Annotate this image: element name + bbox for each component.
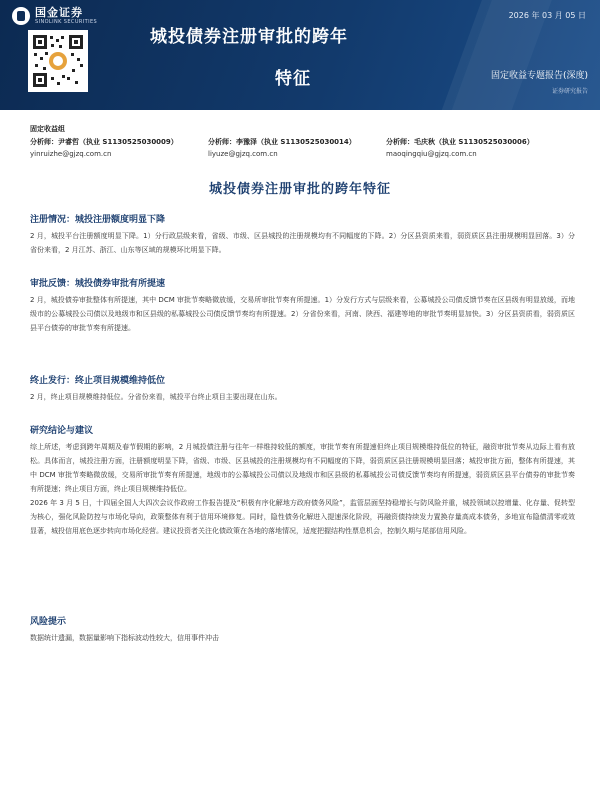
qr-code [28,30,88,92]
section-paragraph: 2 月，终止项目规模维持低位。分省份来看，城投平台终止项目主要出现在山东。 [30,393,282,401]
section-heading: 研究结论与建议 [30,426,94,436]
report-title-line2: 特征 [275,69,311,89]
team-name: 固定收益组 [30,125,65,133]
section-heading: 注册情况：城投注册额度明显下降 [30,215,166,225]
section-paragraph: 综上所述，考虑到跨年周期及春节假期的影响，2 月城投债注册与往年一样维持较低的额度，审批节奏有所提速但终止项目规模维持低位的特征，融资审批节奏从边际上看有放松。具体而言，城投注册方面，注册额度明显下降，省级、市级、区县城投的注册规模均有不同幅度的下降，弱资质区县注册规模明显回落；城投审批方面，整体有所提速，其中 DCM 审批节奏略微放缓，交易所审批节奏有所提速，地级市的公募城投公司债以及地级市和区县级的私募城投公司债反馈节奏均有所提速，弱资质区县平台债券的审批节奏有所提速；终止项目方面，终止项目规模维持低位。 [30,443,575,493]
section-paragraph: 数据统计遗漏，数据量影响下指标波动性较大，信用事件冲击 [30,634,219,642]
report-header [0,0,600,110]
brand-logo [12,6,132,26]
analyst-name: 分析师：李豫泽（执业 S1130525030014） [208,138,356,146]
section-approval [30,276,575,335]
report-type: 固定收益专题报告(深度) [490,71,588,81]
logo-icon [12,7,30,25]
report-title-line1: 城投债券注册审批的跨年 [150,27,348,47]
analyst-block [30,124,580,158]
report-date: 2026 年 03 月 05 日 [508,11,586,20]
analyst-email[interactable]: liyuze@gjzq.com.cn [208,150,278,158]
section-paragraph: 2026 年 3 月 5 日，十四届全国人大四次会议作政府工作报告提及“积极有序化解地方政府债务风险”，监管层面坚持稳增长与防风险并重，城投领域以控增量、化存量、促转型为核心，强化风险防控与市场化导向，政策整体有利于信用环境修复。同时，隐性债务化解进入提速深化阶段，再融资债持续发力置换存量高成本债务，多地宣布隐债清零或效显著，城投信用底色逐步转向市场化经营。建议投资者关注化债政策在各地的落地情况，适度把握结构性票息机会，控制久期与尾部信用风险。 [30,499,575,535]
analyst-entry [386,137,564,158]
analyst-email[interactable]: yinruizhe@gjzq.com.cn [30,150,112,158]
analyst-entry [208,137,386,158]
logo-name: 国金证券 [35,6,83,19]
section-paragraph: 2 月，城投平台注册额度明显下降。1）分行政层级来看，省级、市级、区县城投的注册规模均有不同幅度的下降。2）分区县资质来看，弱资质区县注册规模明显回落。3）分省份来看，2 月江苏、浙江、山东等区域的规模环比明显下降。 [30,232,575,254]
report-category: 证券研究报告 [551,88,588,95]
logo-english-name: SINOLINK SECURITIES [35,19,98,25]
section-registration [30,212,575,257]
analyst-name: 分析师：尹睿哲（执业 S1130525030009） [30,138,178,146]
section-paragraph: 2 月，城投债券审批整体有所提速，其中 DCM 审批节奏略微放缓，交易所审批节奏有所提速。1）分发行方式与层级来看，公募城投公司债反馈节奏在区县级有明显放缓，而地级市的公募城投公司债以及地级市和区县级的私募城投公司债反馈节奏均有所提速。2）分省份来看，河南、陕西、福建等地的审批节奏明显加快。3）分区县资质看，弱资质区县平台债券的审批节奏有所提速。 [30,296,575,332]
section-conclusion [30,423,575,538]
analyst-entry [30,137,208,158]
section-heading: 审批反馈：城投债券审批有所提速 [30,279,166,289]
analyst-email[interactable]: maoqingqiu@gjzq.com.cn [386,150,477,158]
document-title: 城投债券注册审批的跨年特征 [208,182,391,197]
section-heading: 风险提示 [30,617,67,627]
section-heading: 终止发行：终止项目规模维持低位 [30,376,166,386]
section-termination [30,373,575,404]
section-risk [30,614,575,645]
analyst-name: 分析师：毛庆秋（执业 S1130525030006） [386,138,534,146]
